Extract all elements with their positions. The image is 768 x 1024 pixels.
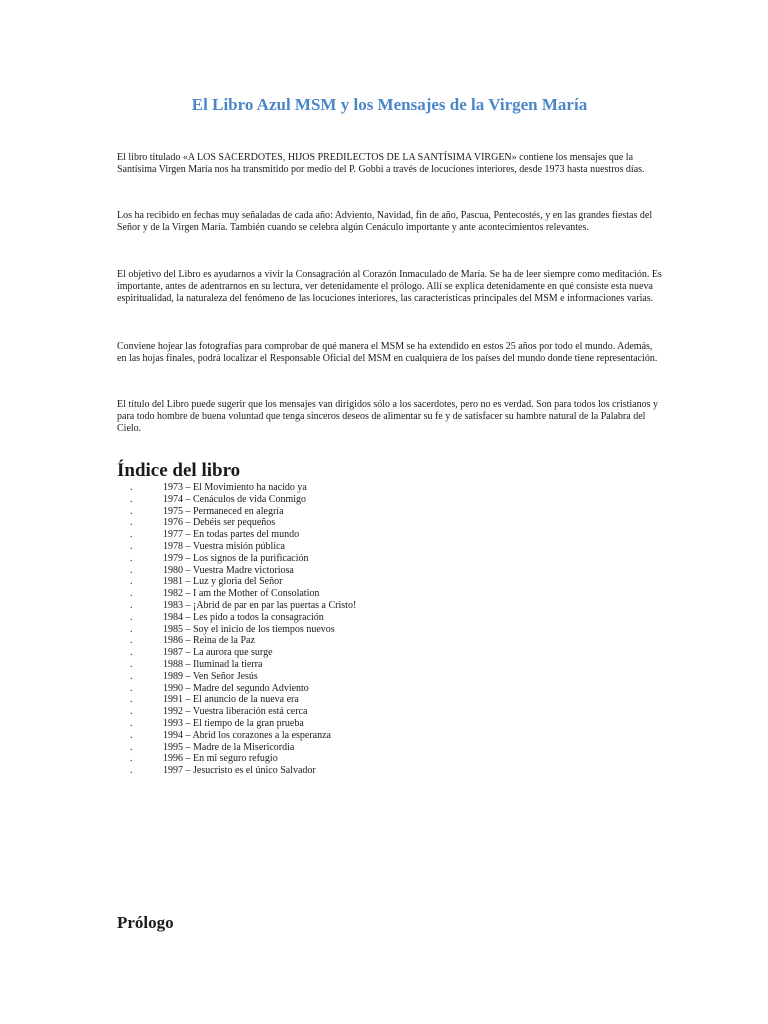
index-item-label: 1985 – Soy el inicio de los tiempos nuevos (163, 623, 335, 635)
index-item-label: 1984 – Les pido a todos la consagración (163, 611, 324, 623)
bullet-marker: . (130, 588, 133, 600)
paragraph-intro: El libro titulado «A LOS SACERDOTES, HIJOS PREDILECTOS DE LA SANTÍSIMA VIRGEN» contiene los mensajes que la Santísima Virgen María nos ha transmitido por medio del P. Gobbi a través de locuciones interiores, desde 1973 hasta nuestros días. (117, 152, 645, 175)
bullet-marker: . (130, 682, 133, 694)
bullet-marker: . (130, 552, 133, 564)
bullet-marker: . (130, 493, 133, 505)
bullet-marker: . (130, 753, 133, 765)
index-item-label: 1974 – Cenáculos de vida Conmigo (163, 493, 307, 505)
paragraph-dates: Los ha recibido en fechas muy señaladas de cada año: Adviento, Navidad, fin de año, Pascua, Pentecostés, y en las grandes fiestas del Señor y de la Virgen María. También cuando se celebra algún Cenáculo importante y ante acontecimientos relevantes. (117, 210, 653, 233)
index-item-label: 1988 – Iluminad la tierra (163, 658, 263, 670)
paragraph-photos: Conviene hojear las fotografías para comprobar de qué manera el MSM se ha extendido en estos 25 años por todo el mundo. Además, en las hojas finales, podrá localizar el Responsable Oficial del MSM en cualquiera de los países del mundo donde tiene representación. (117, 341, 658, 364)
bullet-marker: . (130, 611, 133, 623)
index-item-label: 1992 – Vuestra liberación está cerca (163, 706, 308, 718)
index-item-label: 1982 – I am the Mother of Consolation (163, 588, 320, 600)
bullet-marker: . (130, 694, 133, 706)
index-item-label: 1975 – Permaneced en alegría (163, 505, 284, 517)
bullet-marker: . (130, 729, 133, 741)
index-item-label: 1983 – ¡Abrid de par en par las puertas a Cristo! (163, 599, 357, 611)
index-item-label: 1978 – Vuestra misión pública (163, 540, 285, 552)
bullet-marker: . (130, 599, 133, 611)
index-item-label: 1993 – El tiempo de la gran prueba (163, 717, 304, 729)
bullet-marker: . (130, 529, 133, 541)
bullet-marker: . (130, 717, 133, 729)
bullet-marker: . (130, 706, 133, 718)
paragraph-audience: El título del Libro puede sugerir que los mensajes van dirigidos sólo a los sacerdotes, pero no es verdad. Son para todos los cristianos y para todo hombre de buena voluntad que tenga sinceros deseos de alimentar su fe y de satisfacer su hambre natural de la Palabra del Cielo. (117, 399, 659, 434)
index-item-label: 1977 – En todas partes del mundo (163, 529, 300, 541)
index-item-label: 1973 – El Movimiento ha nacido ya (163, 482, 307, 493)
index-item-label: 1989 – Ven Señor Jesús (163, 670, 258, 682)
bullet-marker: . (130, 505, 133, 517)
bullet-marker: . (130, 635, 133, 647)
index-item-label: 1991 – El anuncio de la nueva era (163, 694, 299, 706)
bullet-marker: . (130, 670, 133, 682)
index-item-label: 1987 – La aurora que surge (163, 647, 273, 659)
bullet-marker: . (130, 576, 133, 588)
bullet-marker: . (130, 517, 133, 529)
index-item-label: 1990 – Madre del segundo Adviento (163, 682, 309, 694)
bullet-marker: . (130, 741, 133, 753)
paragraph-objective: El objetivo del Libro es ayudarnos a vivir la Consagración al Corazón Inmaculado de María. Se ha de leer siempre como meditación. Es importante, antes de adentrarnos en su lectura, ver detenidamente el prólogo. Allí se explica detenidamente en qué consiste esta nueva espiritualidad, la naturaleza del fenómeno de las locuciones interiores, las características principales del MSM e informaciones varias. (117, 269, 662, 304)
index-item-label: 1976 – Debéis ser pequeños (163, 517, 276, 529)
index-item-label: 1986 – Reina de la Paz (163, 635, 255, 647)
bullet-marker: . (130, 564, 133, 576)
document-title: El Libro Azul MSM y los Mensajes de la Virgen María (191, 95, 588, 114)
index-heading: Índice del libro (117, 460, 241, 481)
prologue-heading: Prólogo (117, 913, 174, 932)
bullet-marker: . (130, 647, 133, 659)
index-item-label: 1996 – En mi seguro refugio (163, 753, 278, 765)
bullet-marker: . (130, 482, 133, 493)
index-item-label: 1994 – Abrid los corazones a la esperanza (163, 729, 331, 741)
index-item-label: 1995 – Madre de la Misericordia (163, 741, 295, 753)
index-item-label: 1997 – Jesucristo es el único Salvador (163, 765, 316, 777)
bullet-marker: . (130, 765, 133, 777)
index-item-label: 1980 – Vuestra Madre victoriosa (163, 564, 294, 576)
bullet-marker: . (130, 658, 133, 670)
index-item-label: 1981 – Luz y gloria del Señor (163, 576, 283, 588)
index-item-label: 1979 – Los signos de la purificación (163, 552, 309, 564)
bullet-marker: . (130, 623, 133, 635)
bullet-marker: . (130, 540, 133, 552)
